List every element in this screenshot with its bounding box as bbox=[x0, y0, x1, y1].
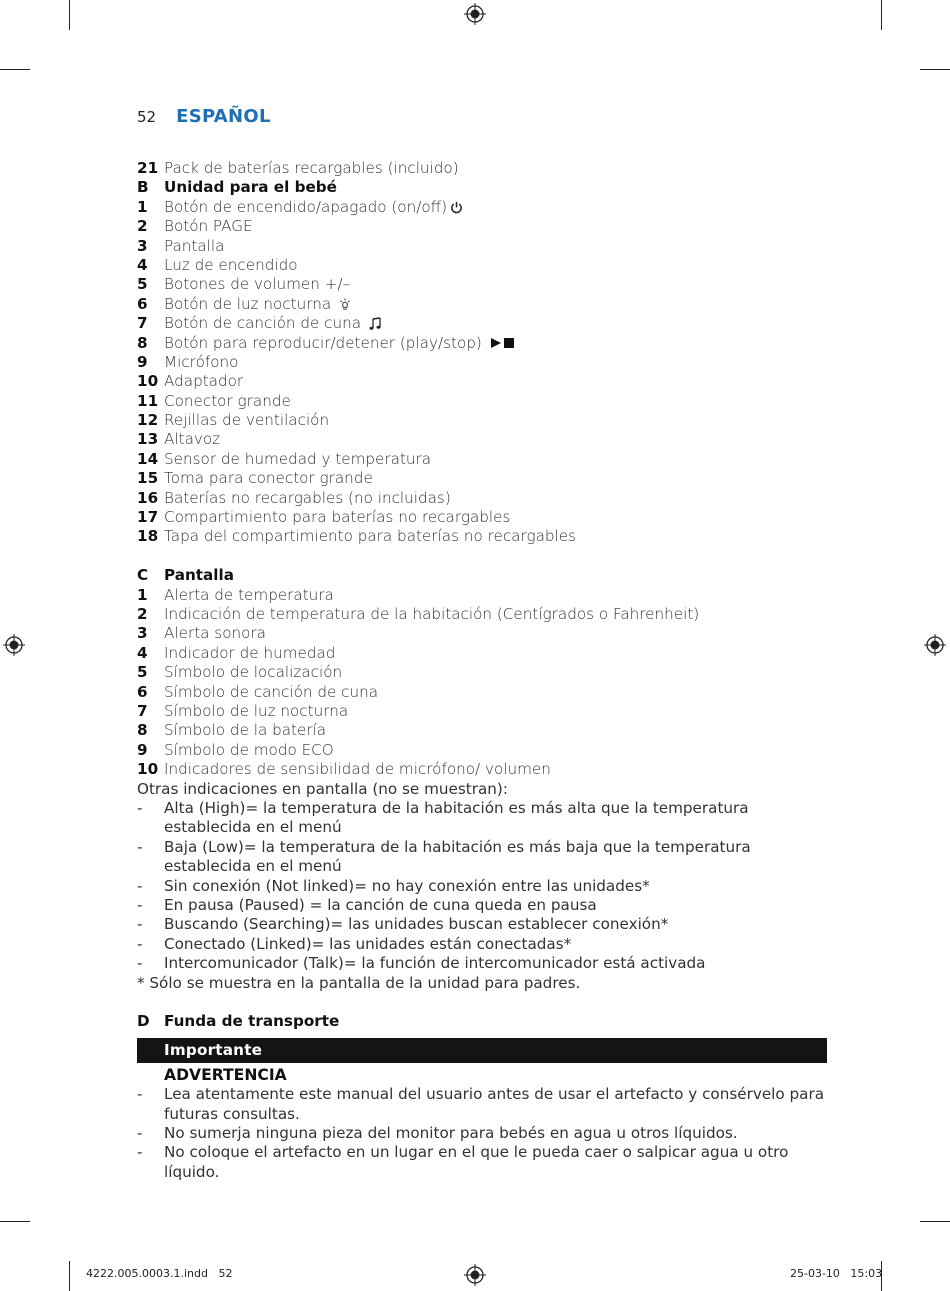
list-item: 16 Baterías no recargables (no incluidas) bbox=[137, 488, 451, 507]
registration-mark-icon bbox=[464, 3, 486, 25]
night-light-icon bbox=[339, 298, 351, 311]
print-slug-file: 4222.005.0003.1.indd 52 bbox=[86, 1267, 233, 1280]
list-item: 8 Símbolo de la batería bbox=[137, 721, 327, 740]
bullet-item: - No coloque el artefacto en un lugar en el que le pueda caer o salpicar agua u otro líquido. bbox=[137, 1143, 789, 1181]
bullet-item: - Baja (Low)= la temperatura de la habitación es más baja que la temperatura establecida en el menú bbox=[137, 837, 751, 876]
bullet-item: - No sumerja ninguna pieza del monitor para bebés en agua u otros líquidos. bbox=[137, 1123, 738, 1142]
bullet-item: - Sin conexión (Not linked)= no hay conexión entre las unidades* bbox=[137, 876, 650, 895]
crop-mark bbox=[69, 0, 70, 30]
music-note-icon bbox=[369, 317, 381, 331]
footnote: * Sólo se muestra en la pantalla de la unidad para padres. bbox=[137, 973, 581, 992]
bullet-item: - Lea atentamente este manual del usuario antes de usar el artefacto y consérvelo para futuras consultas. bbox=[137, 1085, 825, 1123]
crop-mark bbox=[69, 1261, 70, 1291]
list-item: 2 Botón PAGE bbox=[137, 217, 253, 236]
section-heading-b: B Unidad para el bebé bbox=[137, 178, 337, 197]
list-item: 14 Sensor de humedad y temperatura bbox=[137, 449, 432, 468]
list-item: 7 Botón de canción de cuna bbox=[137, 314, 827, 333]
list-item: 8 Botón para reproducir/detener (play/stop) bbox=[137, 334, 827, 353]
important-section-bar: Importante bbox=[137, 1038, 827, 1063]
bullet-item: - Alta (High)= la temperatura de la habitación es más alta que la temperatura establecida en el menú bbox=[137, 798, 749, 837]
list-item: 13 Altavoz bbox=[137, 430, 221, 449]
list-item: 10 Adaptador bbox=[137, 372, 244, 391]
list-item: 1 Botón de encendido/apagado (on/off) bbox=[137, 198, 827, 217]
page-number: 52 bbox=[137, 108, 157, 126]
spacer bbox=[137, 547, 827, 566]
other-indications-intro: Otras indicaciones en pantalla (no se muestran): bbox=[137, 779, 508, 798]
bullet-item: - Conectado (Linked)= las unidades están conectadas* bbox=[137, 934, 572, 953]
list-item: 5 Símbolo de localización bbox=[137, 663, 343, 682]
list-item: 6 Botón de luz nocturna bbox=[137, 295, 827, 314]
crop-mark bbox=[920, 69, 950, 70]
list-item: 3 Pantalla bbox=[137, 236, 225, 255]
print-slug-datetime: 25-03-10 15:03 bbox=[790, 1267, 883, 1280]
bullet-item: - Buscando (Searching)= las unidades buscan establecer conexión* bbox=[137, 915, 669, 934]
list-item: 15 Toma para conector grande bbox=[137, 469, 373, 488]
registration-mark-icon bbox=[464, 1264, 486, 1286]
page-content bbox=[137, 159, 827, 1182]
list-item: 4 Luz de encendido bbox=[137, 255, 298, 274]
registration-mark-icon bbox=[924, 634, 946, 656]
section-heading-d: D Funda de transporte bbox=[137, 1012, 340, 1031]
crop-mark bbox=[0, 1221, 30, 1222]
list-item: 2 Indicación de temperatura de la habitación (Centígrados o Fahrenheit) bbox=[137, 604, 700, 623]
list-item: 7 Símbolo de luz nocturna bbox=[137, 701, 349, 720]
crop-mark bbox=[881, 0, 882, 30]
list-item: 4 Indicador de humedad bbox=[137, 643, 336, 662]
list-item: 18 Tapa del compartimiento para baterías no recargables bbox=[137, 527, 576, 546]
list-item: 1 Alerta de temperatura bbox=[137, 585, 334, 604]
list-item: 10 Indicadores de sensibilidad de micrófono/ volumen bbox=[137, 760, 551, 779]
page-header bbox=[137, 106, 271, 134]
power-icon bbox=[450, 201, 463, 214]
list-item: 12 Rejillas de ventilación bbox=[137, 411, 330, 430]
list-item: 6 Símbolo de canción de cuna bbox=[137, 682, 379, 701]
play-stop-icon bbox=[490, 337, 516, 349]
section-heading-c: C Pantalla bbox=[137, 566, 234, 585]
list-item: 21 Pack de baterías recargables (incluido) bbox=[137, 159, 459, 177]
bullet-item: - Intercomunicador (Talk)= la función de intercomunicador está activada bbox=[137, 954, 706, 973]
registration-mark-icon bbox=[3, 634, 25, 656]
list-item: 11 Conector grande bbox=[137, 391, 291, 410]
list-item: 9 Micrófono bbox=[137, 352, 239, 371]
list-item: 5 Botones de volumen +/– bbox=[137, 275, 351, 294]
language-title: ESPAÑOL bbox=[176, 106, 271, 127]
spacer bbox=[137, 993, 827, 1012]
list-item: 9 Símbolo de modo ECO bbox=[137, 740, 334, 759]
crop-mark bbox=[920, 1221, 950, 1222]
list-item: 17 Compartimiento para baterías no recargables bbox=[137, 508, 511, 527]
warning-heading: ADVERTENCIA bbox=[164, 1065, 287, 1084]
crop-mark bbox=[0, 69, 30, 70]
list-item: 3 Alerta sonora bbox=[137, 624, 266, 643]
bullet-item: - En pausa (Paused) = la canción de cuna queda en pausa bbox=[137, 895, 597, 914]
